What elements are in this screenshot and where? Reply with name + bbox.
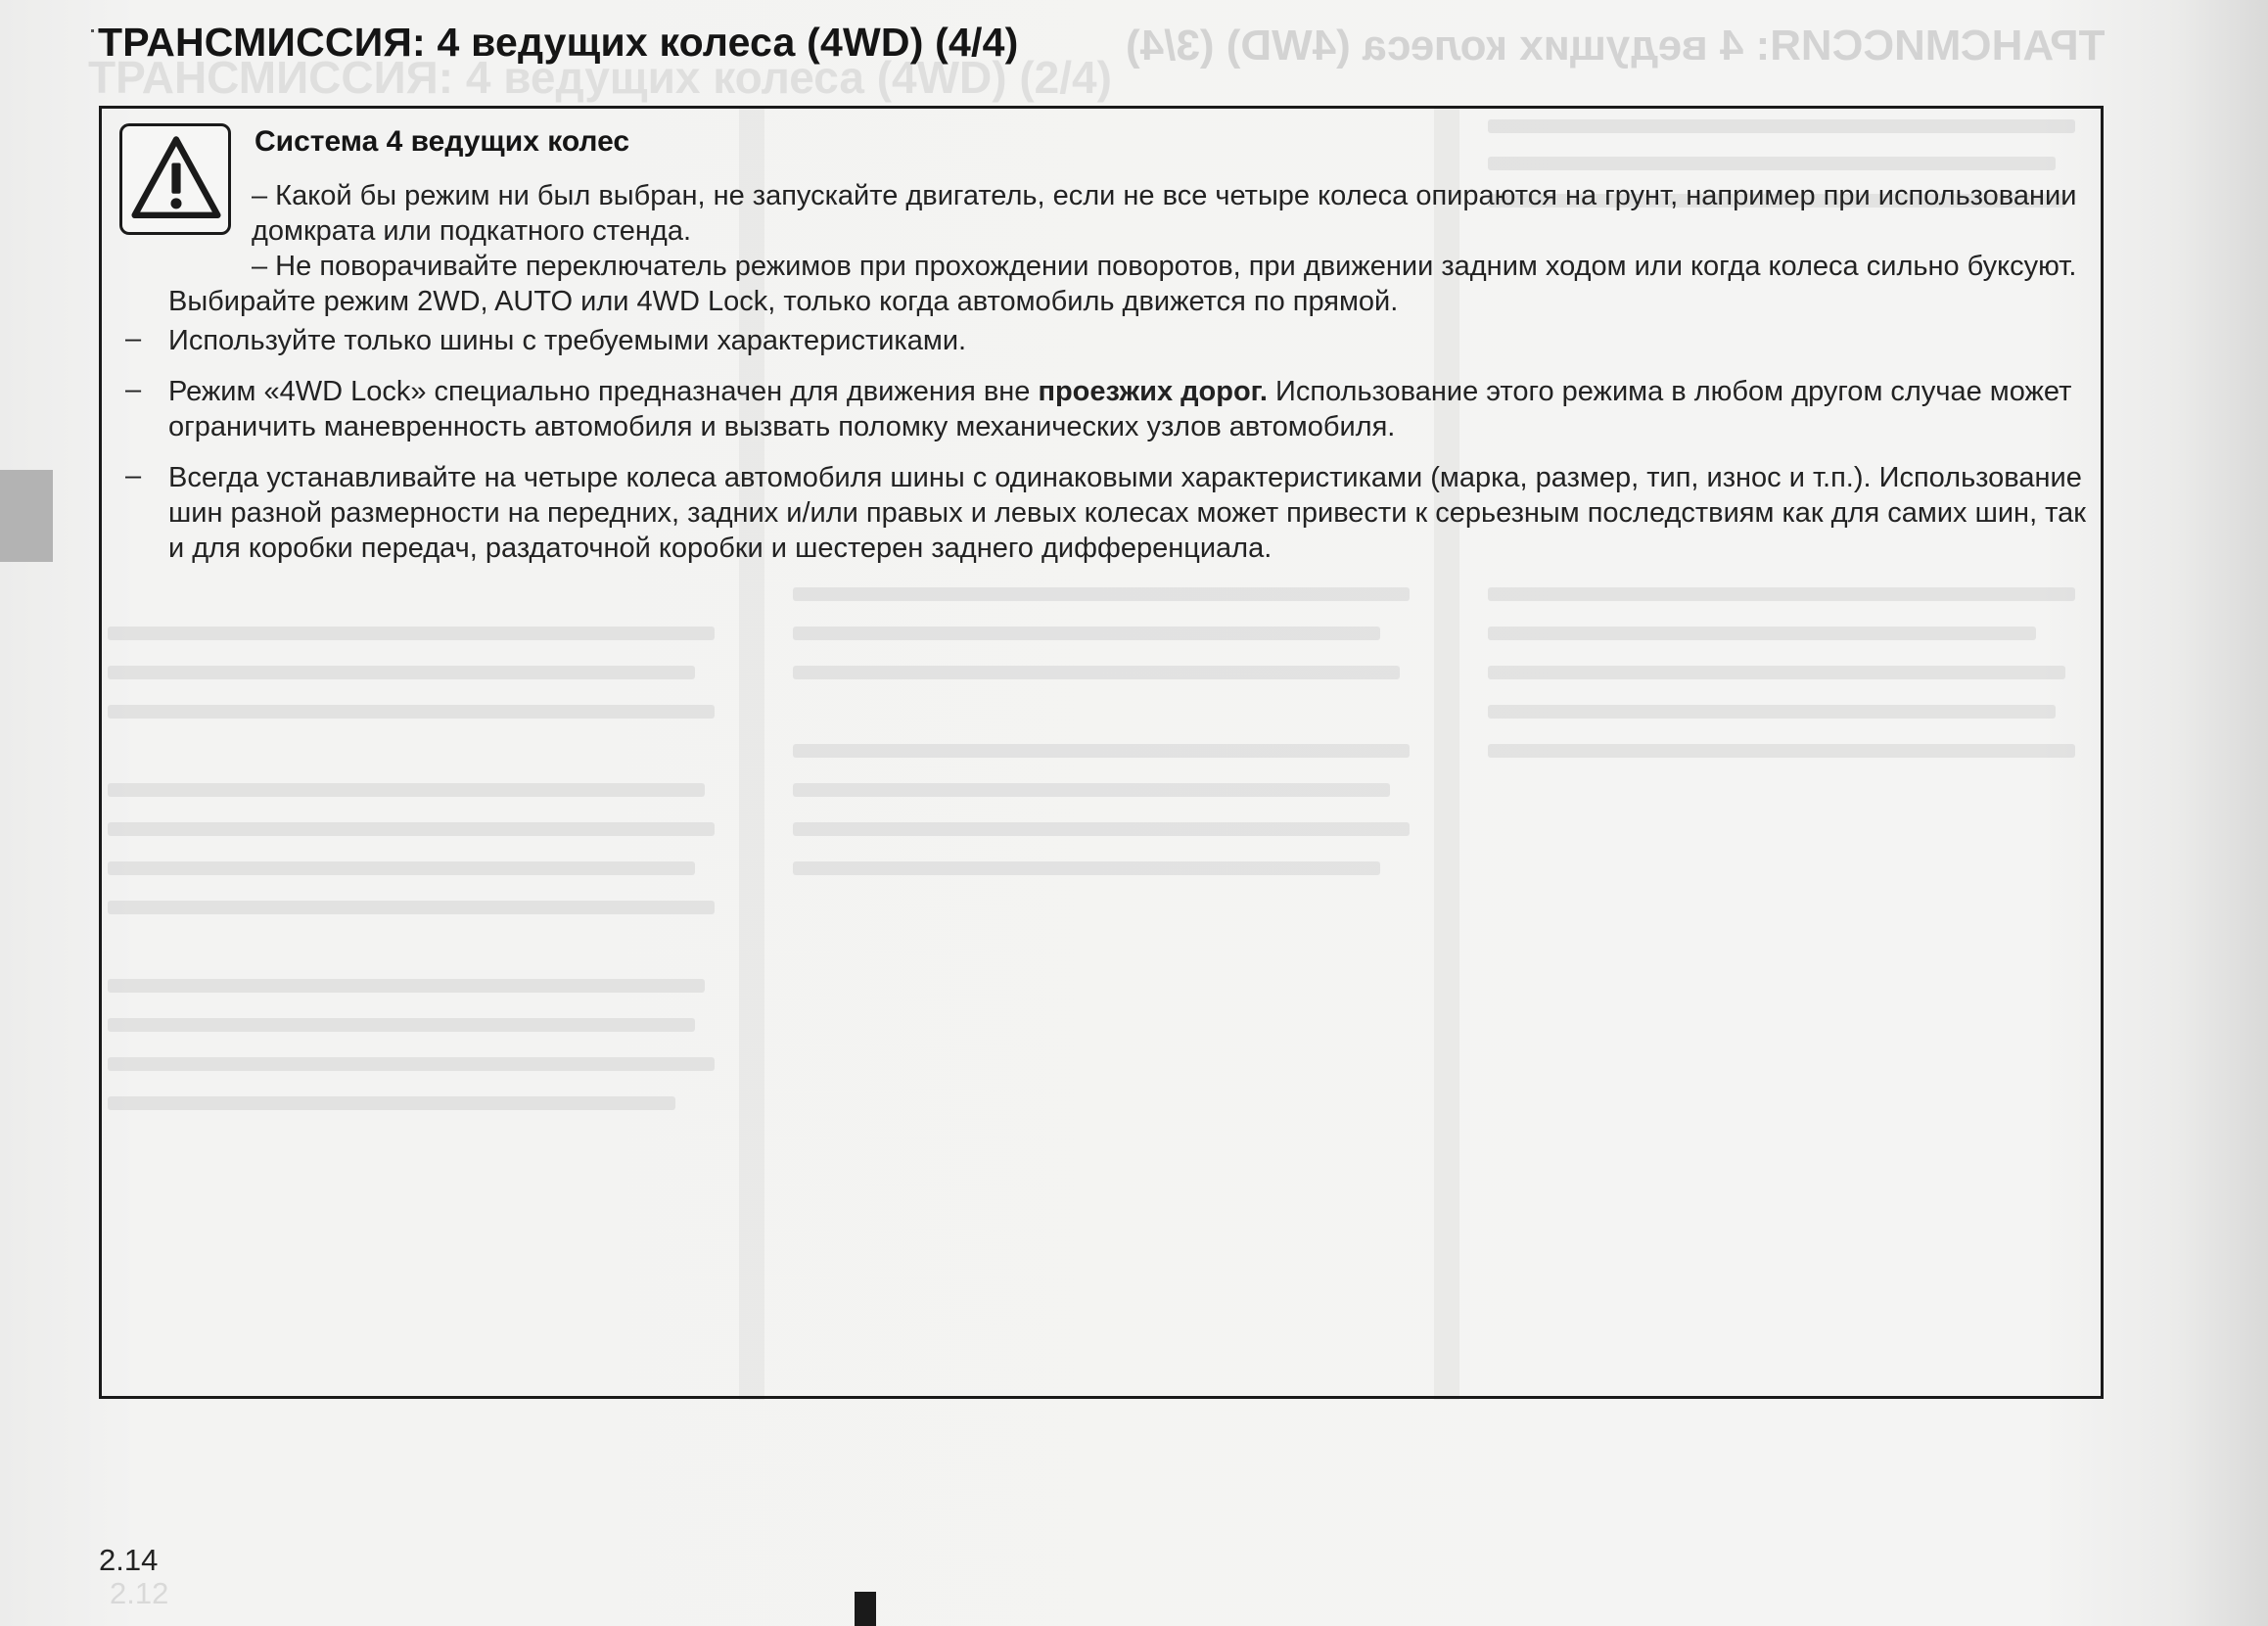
page-title: ТРАНСМИССИЯ: 4 ведущих колеса (4WD) (4/4) — [98, 20, 1019, 65]
warning-heading: Система 4 ведущих колес — [255, 125, 630, 158]
warning-paragraph-selector: – Не поворачивайте переключатель режимов при прохождении поворотов, при движении задним ходом или когда колеса сильно буксуют. Выбирайте режим 2WD, AUTO или 4WD Lock, только когда автомобиль движется по прямой. — [168, 251, 2077, 317]
section-tab-marker — [0, 470, 53, 562]
warning-paragraph-tyres: Используйте только шины с требуемыми характеристиками. — [168, 325, 967, 356]
warning-triangle-icon — [119, 123, 231, 235]
bullet-dash: – — [125, 460, 142, 491]
binding-mark — [855, 1592, 876, 1626]
bullet-dash: – — [125, 374, 142, 405]
bleed-through-title-offset: ТРАНСМИССИЯ: 4 ведущих колеса (4WD) (2/4) — [88, 52, 1112, 103]
bullet-dash: – — [125, 323, 142, 354]
scan-dot — [91, 29, 94, 32]
bleed-through-title: ТРАНСМИССИЯ: 4 ведущих колеса (4WD) (3/4) — [1126, 22, 2106, 70]
text-segment: Режим «4WD Lock» специально предназначен для движения вне — [168, 376, 1039, 407]
text-segment: Использование этого режима в любом другом случае может ограничить маневренность автомобиля и вызвать поломку механических узлов автомобиля. — [168, 376, 2072, 442]
page-number: 2.14 — [99, 1543, 159, 1577]
warning-paragraph-jack: – Какой бы режим ни был выбран, не запускайте двигатель, если не все четыре колеса опираются на грунт, например при использовании домкрата или подкатного стенда. — [252, 180, 2077, 247]
warning-paragraph-same-tyres: Всегда устанавливайте на четыре колеса автомобиля шины с одинаковыми характеристиками (марка, размер, тип, износ и т.п.). Использование шин разной размерности на передних, задних и/или правых и левых колесах может привести к серьезным последствиям как для самих шин, так и для коробки передач, раздаточной коробки и шестерен заднего дифференциала. — [168, 462, 2086, 564]
warning-paragraph-4wd-lock — [168, 374, 2087, 444]
emphasis-offroad: проезжих дорог. — [1038, 376, 1268, 407]
bleed-through-page-number: 2.12 — [110, 1576, 169, 1610]
